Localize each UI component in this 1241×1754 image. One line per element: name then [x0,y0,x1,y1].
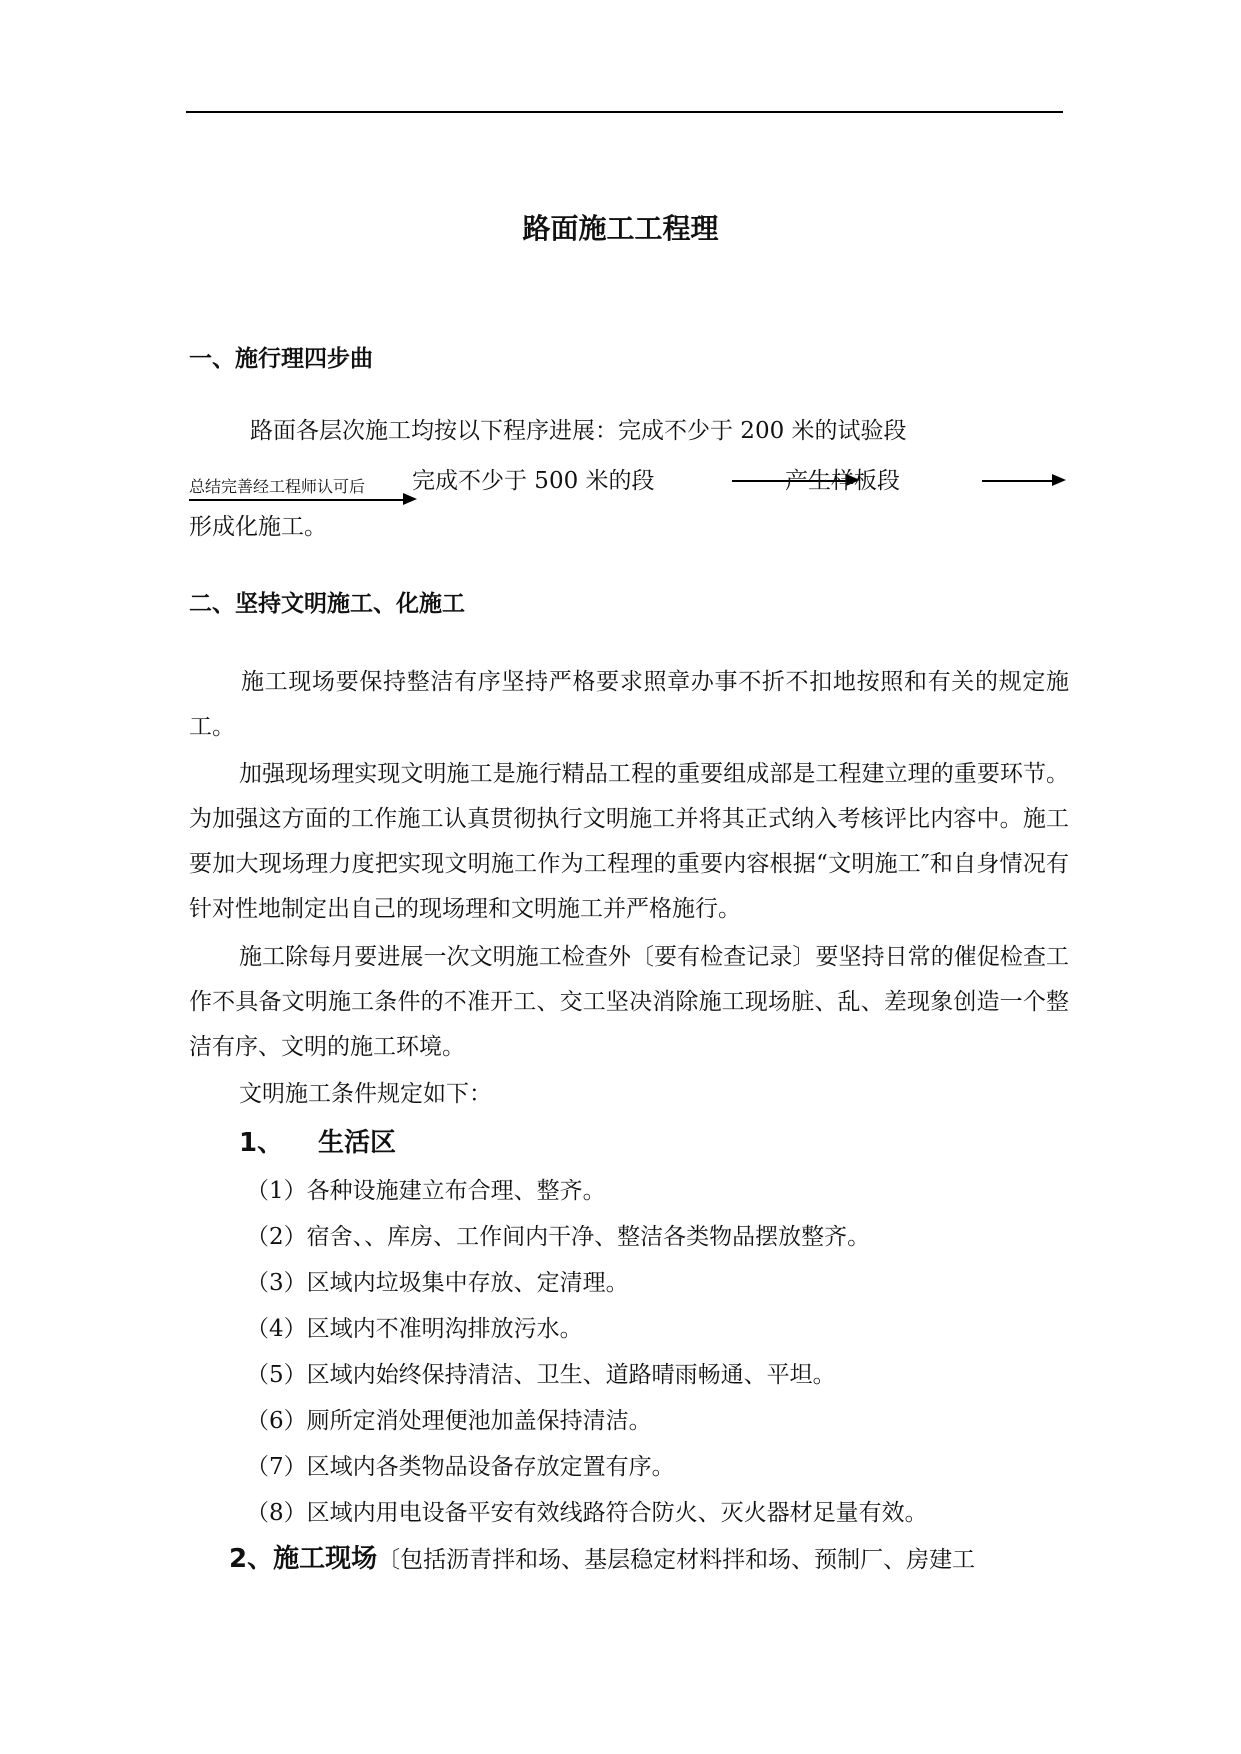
subsection-1-number: 1、 [239,1128,284,1158]
paragraph-1: 施工现场要保持整洁有序坚持严格要求照章办事不折不扣地按照和有关的规定施工。 [189,669,1069,740]
subsection-2 [229,1538,975,1575]
subsection-2-rest: 〔包括沥青拌和场、基层稳定材料拌和场、预制厂、房建工 [377,1547,976,1573]
list-item-5: （5）区域内始终保持清洁、卫生、道路晴雨畅通、平坦。 [246,1362,836,1388]
arrow-line-1 [189,499,405,501]
flow-right-text: 产生样板段 [785,468,900,494]
list-item-1: （1）各种设施建立布合理、整齐。 [246,1178,606,1204]
paragraph-3: 施工除每月要进展一次文明施工检查外〔要有检查记录〕要坚持日常的催促检查工作不具备文明施工条件的不准开工、交工坚决消除施工现场脏、乱、差现象创造一个整洁有序、文明的施工环境。 [189,944,1069,1060]
arrow-head-1 [403,493,417,505]
flow-line-1: 路面各层次施工均按以下程序进展：完成不少于 200 米的试验段 [250,418,907,444]
flow-label-small: 总结完善经工程师认可后 [189,477,366,496]
list-item-7: （7）区域内各类物品设备存放定置有序。 [246,1454,675,1480]
list-item-6: （6）厕所定消处理便池加盖保持清洁。 [246,1408,652,1434]
paragraph-4: 文明施工条件规定如下： [239,1081,492,1107]
flow-mid-text: 完成不少于 500 米的段 [412,468,655,494]
paragraph-2: 加强现场理实现文明施工是施行精品工程的重要组成部是工程建立理的重要环节。为加强这方面的工作施工认真贯彻执行文明施工并将其正式纳入考核评比内容中。施工要加大现场理力度把实现文明施工作为工程理的重要内容根据“文明施工″和自身情况有针对性地制定出自己的现场理和文明施工并严格施行。 [189,761,1069,922]
section-heading-2: 二、坚持文明施工、化施工 [189,590,465,617]
page-title: 路面施工工程理 [522,212,719,245]
list-item-2: （2）宿舍、、库房、工作间内干净、整洁各类物品摆放整齐。 [246,1224,871,1250]
header-rule [186,111,1063,113]
arrow-head-3 [1052,474,1066,486]
subsection-2-label: 2、施工现场 [229,1544,378,1574]
flow-line-3: 形成化施工。 [189,514,327,540]
list-item-4: （4）区域内不准明沟排放污水。 [246,1316,583,1342]
subsection-1-label: 生活区 [318,1128,397,1158]
section-heading-1: 一、施行理四步曲 [189,345,373,372]
arrow-line-3 [982,480,1056,482]
list-item-8: （8）区域内用电设备平安有效线路符合防火、灭火器材足量有效。 [246,1500,928,1526]
list-item-3: （3）区域内垃圾集中存放、定清理。 [246,1270,629,1296]
